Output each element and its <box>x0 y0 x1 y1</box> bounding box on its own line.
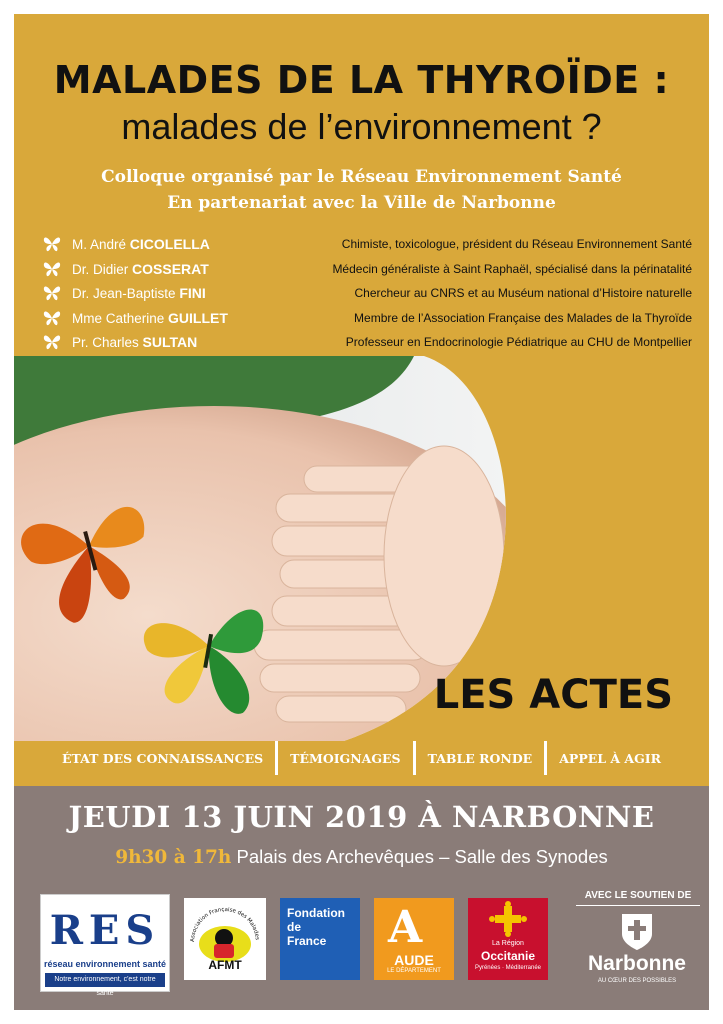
butterfly-icon <box>42 309 62 327</box>
aude-label: AUDE <box>394 952 434 968</box>
res-logo-name: réseau environnement santé <box>43 959 167 969</box>
speaker-row <box>42 281 692 306</box>
support-label: AVEC LE SOUTIEN DE <box>576 890 700 906</box>
speaker-name: Dr. Jean-Baptiste FINI <box>72 285 206 302</box>
speaker-row <box>42 232 692 257</box>
speaker-role: Médecin généraliste à Saint Raphaël, spécialisé dans la périnatalité <box>332 261 692 276</box>
event-band <box>14 786 709 1010</box>
speaker-role: Chercheur au CNRS et au Muséum national d’Histoire naturelle <box>354 286 692 301</box>
event-venue: 9h30 à 17h Palais des Archevêques – Salle des Synodes <box>115 846 608 868</box>
narbonne-label: Narbonne <box>587 952 686 975</box>
speaker-role: Membre de l’Association Française des Malades de la Thyroïde <box>354 310 692 325</box>
occitanie-sub: Pyrénées · Méditerranée <box>474 965 542 971</box>
organizer-block <box>14 164 709 216</box>
partner-line: En partenariat avec la Ville de Narbonne <box>167 193 556 213</box>
narbonne-crest-icon <box>562 910 712 954</box>
topic-tag: APPEL À AGIR <box>559 750 662 766</box>
butterfly-icon <box>42 333 62 351</box>
topics-bar <box>14 738 709 778</box>
speaker-row <box>42 257 692 282</box>
aude-emblem: A <box>388 902 423 953</box>
res-logo <box>40 894 170 997</box>
occitanie-label: Occitanie <box>480 949 536 963</box>
afmt-arc-text: Association Française des Malades <box>189 906 260 943</box>
butterfly-icon <box>42 284 62 302</box>
speaker-role: Professeur en Endocrinologie Pédiatrique au CHU de Montpellier <box>345 335 692 350</box>
speaker-name: M. André CICOLELLA <box>72 236 210 253</box>
main-title: MALADES DE LA THYROÏDE : <box>53 58 670 102</box>
fondation-de-france-logo <box>280 898 360 980</box>
topic-tag: ÉTAT DES CONNAISSANCES <box>61 750 264 766</box>
butterfly-icon <box>42 260 62 278</box>
speaker-name: Dr. Didier COSSERAT <box>72 260 209 277</box>
topic-tag: TABLE RONDE <box>427 750 533 766</box>
speaker-row <box>42 306 692 331</box>
occitan-cross-icon <box>468 898 548 938</box>
speaker-name: Pr. Charles SULTAN <box>72 334 198 351</box>
res-logo-text: RES <box>49 907 161 954</box>
organizer-line: Colloque organisé par le Réseau Environnement Santé <box>101 167 622 187</box>
topic-tag: TÉMOIGNAGES <box>290 750 401 766</box>
actes-heading: LES ACTES <box>433 672 673 718</box>
afmt-logo <box>184 898 266 980</box>
narbonne-logo <box>562 910 712 1000</box>
subtitle: malades de l’environnement ? <box>121 106 602 147</box>
speaker-row <box>42 330 692 355</box>
speaker-role: Chimiste, toxicologue, président du Réseau Environnement Santé <box>341 237 692 252</box>
narbonne-sub: AU CŒUR DES POSSIBLES <box>597 978 677 984</box>
event-date: JEUDI 13 JUIN 2019 À NARBONNE <box>68 800 655 834</box>
butterfly-icon <box>42 235 62 253</box>
aude-logo <box>374 898 454 980</box>
occitanie-logo <box>468 898 548 980</box>
res-logo-tagline: Notre environnement, c'est notre santé <box>45 973 165 987</box>
afmt-label: AFMT <box>208 958 242 972</box>
fondation-line: Fondation <box>287 906 345 920</box>
occitanie-small: La Région <box>492 940 524 947</box>
speaker-name: Mme Catherine GUILLET <box>72 309 228 326</box>
fondation-line: France <box>287 934 327 948</box>
fondation-line: de <box>287 920 302 934</box>
speakers-list <box>42 232 692 355</box>
aude-sublabel: LE DÉPARTEMENT <box>387 968 441 974</box>
